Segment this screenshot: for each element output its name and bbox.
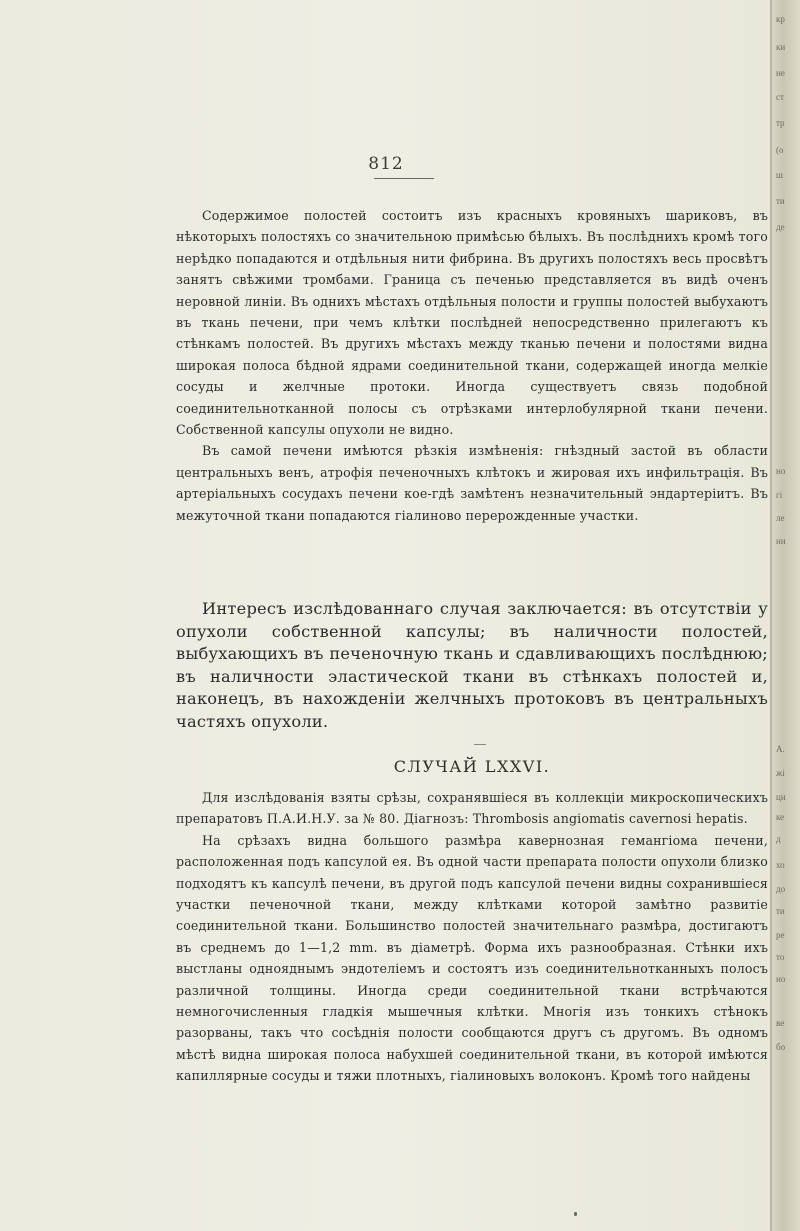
edge-fragment: но <box>776 466 786 476</box>
text-block-emphasis <box>176 598 768 734</box>
edge-fragment: (о <box>776 145 784 155</box>
paragraph: На срѣзахъ видна большого размѣра кавернозная гемангіома печени, расположенная подъ капсулой ея. Въ одной части препарата полости опухоли близко подходятъ къ капсулѣ печени, въ другой подъ капсулой печени видны сохранившіеся участки печеночной ткани, между клѣтками которой замѣтно развитіе соединительной ткани. Большинство полостей значительнаго размѣра, достигаютъ въ среднемъ до 1—1,2 mm. въ діаметрѣ. Форма ихъ разнообразная. Стѣнки ихъ выстланы однояднымъ эндотеліемъ и состоятъ изъ соединительнотканныхъ полосъ различной толщины. Иногда среди соединительной ткани встрѣчаются немногочисленныя гладкія мышечныя клѣтки. Многія изъ тонкихъ стѣнокъ разорваны, такъ что сосѣднія полости сообщаются другъ съ другомъ. Въ одномъ мѣстѣ видна широкая полоса набухшей соединительной ткани, въ которой имѣются капиллярные сосуды и тяжи плотныхъ, гіалиновыхъ волоконъ. Кромѣ того найдены <box>176 832 768 1084</box>
edge-fragment: тр <box>776 118 785 128</box>
ink-speck <box>574 1212 577 1216</box>
edge-fragment: до <box>776 884 786 894</box>
page-number: 812 <box>368 154 404 174</box>
paragraph: Въ самой печени имѣются рѣзкія измѣненія: гнѣздный застой въ области центральныхъ венъ, атрофія печеночныхъ клѣтокъ и жировая ихъ инфильтрація. Въ артеріальныхъ сосудахъ печени кое-гдѣ замѣтенъ незначительный эндартеріитъ. Въ межуточной ткани попадаются гіалиново перерожденные участки. <box>176 443 768 523</box>
adjacent-page-edge <box>770 0 800 1231</box>
edge-fragment: гі <box>776 490 783 500</box>
text-block-top <box>176 205 768 526</box>
edge-fragment: бо <box>776 1042 786 1052</box>
edge-fragment: кр <box>776 14 785 24</box>
edge-fragment: ки <box>776 42 786 52</box>
paragraph: Для изслѣдованія взяты срѣзы, сохранявшіеся въ коллекціи микроскопическихъ препаратовъ П.А.И.Н.У. за № 80. Діагнозъ: Тһrоmbosis angiomatis cavernosi hepatis. <box>176 790 768 827</box>
edge-fragment: А. <box>776 744 785 754</box>
page-number-rule <box>374 178 434 179</box>
edge-fragment: ре <box>776 930 785 940</box>
emphasis-paragraph: Интересъ изслѣдованнаго случая заключается: въ отсутствіи у опухоли собственной капсулы; въ наличности полостей, выбухающихъ въ печеночную ткань и сдавливающихъ послѣднюю; въ наличности эластической ткани въ стѣнкахъ полостей и, наконецъ, въ нахожденіи желчныхъ протоковъ въ центральныхъ частяхъ опухоли. <box>176 599 768 731</box>
edge-fragment: хо <box>776 860 785 870</box>
text-block-section <box>176 787 768 1087</box>
edge-fragment: де <box>776 222 785 232</box>
edge-fragment: ци <box>776 792 786 802</box>
edge-fragment: нн <box>776 536 786 546</box>
paragraph: Содержимое полостей состоитъ изъ красныхъ кровяныхъ шариковъ, въ нѣкоторыхъ полостяхъ со значительною примѣсью бѣлыхъ. Въ послѣднихъ кромѣ того нерѣдко попадаются и отдѣльныя нити фибрина. Въ другихъ полостяхъ весь просвѣтъ занятъ свѣжими тромбами. Граница съ печенью представляется въ видѣ оченъ неровной линіи. Въ однихъ мѣстахъ отдѣльныя полости и группы полостей выбухаютъ въ ткань печени, при чемъ клѣтки послѣдней непосредственно прилегаютъ къ стѣнкамъ полостей. Въ другихъ мѣстахъ между тканью печени и полостями видна широкая полоса бѣдной ядрами соединительной ткани, содержащей иногда мелкіе сосуды и желчные протоки. Иногда существуетъ связь подобной соединительнотканной полосы съ отрѣзками интерлобулярной ткани печени. Собственной капсулы опухоли не видно. <box>176 208 768 438</box>
edge-fragment: то <box>776 952 785 962</box>
section-divider <box>474 744 486 745</box>
edge-fragment: жі <box>776 768 785 778</box>
edge-fragment: ти <box>776 196 785 206</box>
edge-fragment: не <box>776 68 785 78</box>
edge-fragment: ш <box>776 170 783 180</box>
edge-fragment: ле <box>776 513 785 523</box>
edge-fragment: ти <box>776 906 785 916</box>
edge-fragment: д <box>776 834 781 844</box>
edge-fragment: ст <box>776 92 784 102</box>
edge-fragment: но <box>776 974 786 984</box>
edge-fragment: ве <box>776 1018 785 1028</box>
edge-fragment: ке <box>776 812 785 822</box>
section-title: СЛУЧАЙ LXXVI. <box>393 757 551 776</box>
